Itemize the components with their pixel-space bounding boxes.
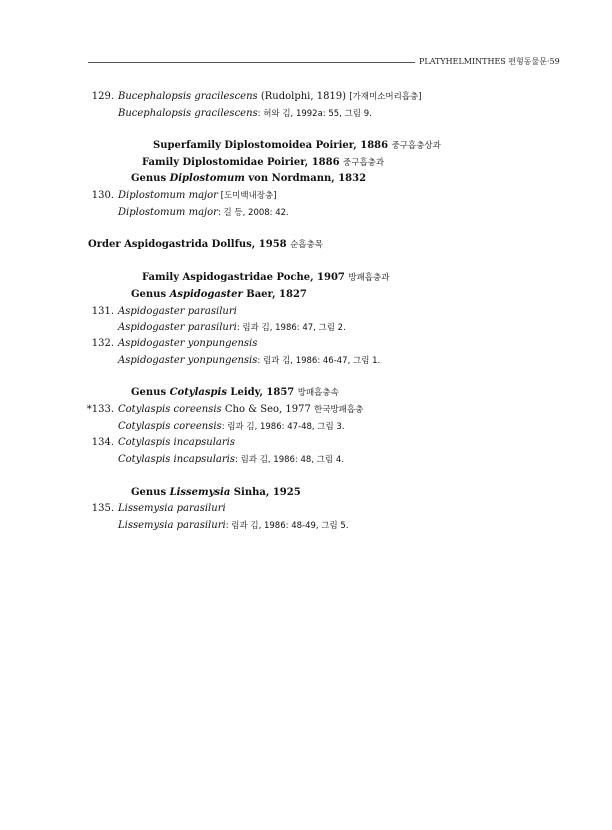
species-name: Aspidogaster parasiluri bbox=[118, 306, 237, 317]
genus-prefix: Genus bbox=[131, 173, 170, 184]
genus-author: Baer, 1827 bbox=[242, 289, 307, 300]
species-author: Cho & Seo, 1977 bbox=[221, 404, 315, 415]
entry-number: 131. bbox=[91, 306, 114, 317]
genus-name: Cotylaspis bbox=[169, 387, 227, 398]
synonym-ref-133 bbox=[118, 421, 345, 433]
synonym-ref-131 bbox=[118, 322, 346, 334]
family-name: Family Diplostomidae Poirier, 1886 bbox=[142, 157, 344, 168]
species-entry-130 bbox=[118, 190, 277, 202]
synonym-ref-130 bbox=[118, 207, 289, 219]
entry-number: 132. bbox=[91, 338, 114, 349]
synonym-name: Diplostomum major bbox=[118, 207, 218, 218]
family-heading bbox=[142, 272, 389, 284]
korean-name: 방패흡충과 bbox=[348, 273, 390, 283]
family-name: Family Aspidogastridae Poche, 1907 bbox=[142, 272, 349, 283]
entry-number: 130. bbox=[91, 190, 114, 201]
genus-prefix: Genus bbox=[131, 487, 170, 498]
korean-name: [가재미소머리흡충] bbox=[349, 92, 422, 102]
genus-author: Leidy, 1857 bbox=[226, 387, 298, 398]
genus-name: Diplostomum bbox=[169, 173, 245, 184]
species-name: Bucephalopsis gracilescens bbox=[118, 91, 258, 102]
order-heading bbox=[88, 239, 323, 251]
species-author: (Rudolphi, 1819) bbox=[257, 91, 350, 102]
korean-name: 방패흡충속 bbox=[297, 388, 339, 398]
superfamily-heading bbox=[153, 140, 441, 152]
genus-heading bbox=[131, 487, 301, 499]
superfamily-name: Superfamily Diplostomoidea Poirier, 1886 bbox=[153, 140, 392, 151]
korean-name: 중구흡충과 bbox=[343, 158, 385, 168]
genus-prefix: Genus bbox=[131, 289, 170, 300]
genus-prefix: Genus bbox=[131, 387, 170, 398]
korean-name: [도미백내장충] bbox=[217, 191, 277, 201]
species-name: Cotylaspis coreensis bbox=[118, 404, 222, 415]
synonym-ref-132 bbox=[118, 355, 380, 367]
family-heading bbox=[142, 157, 384, 169]
korean-name: 한국방패흡충 bbox=[314, 405, 364, 415]
genus-heading bbox=[131, 173, 366, 185]
reference: : 림과 김, 1986: 47, 그림 2. bbox=[236, 323, 346, 333]
order-name: Order Aspidogastrida Dollfus, 1958 bbox=[88, 239, 291, 250]
species-entry-129 bbox=[118, 91, 422, 103]
synonym-ref-129 bbox=[118, 108, 372, 120]
synonym-name: Aspidogaster yonpungensis bbox=[118, 355, 258, 366]
synonym-name: Lissemysia parasiluri bbox=[118, 520, 226, 531]
species-entry-135 bbox=[118, 503, 226, 515]
korean-name: 중구흡충상과 bbox=[391, 141, 441, 151]
reference: : 허와 김, 1992a: 55, 그림 9. bbox=[257, 109, 372, 119]
reference: : 림과 김, 1986: 48-49, 그림 5. bbox=[225, 521, 349, 531]
synonym-name: Aspidogaster parasiluri bbox=[118, 322, 237, 333]
species-entry-131 bbox=[118, 306, 237, 318]
header-rule bbox=[88, 62, 415, 63]
synonym-name: Cotylaspis incapsularis bbox=[118, 454, 235, 465]
genus-heading bbox=[131, 289, 307, 301]
species-entry-132 bbox=[118, 338, 257, 350]
genus-author: Sinha, 1925 bbox=[230, 487, 301, 498]
species-name: Cotylaspis incapsularis bbox=[118, 437, 235, 448]
korean-name: 순흡충목 bbox=[290, 240, 323, 250]
synonym-ref-134 bbox=[118, 454, 344, 466]
entry-number: 129. bbox=[91, 91, 114, 102]
reference: : 림과 김, 1986: 48, 그림 4. bbox=[235, 455, 344, 465]
species-name: Aspidogaster yonpungensis bbox=[118, 338, 258, 349]
synonym-name: Cotylaspis coreensis bbox=[118, 421, 222, 432]
species-name: Diplostomum major bbox=[118, 190, 218, 201]
genus-name: Aspidogaster bbox=[169, 289, 243, 300]
species-entry-133 bbox=[118, 404, 363, 416]
running-header: PLATYHELMINTHES 편형동물문·59 bbox=[419, 57, 560, 66]
genus-author: von Nordmann, 1832 bbox=[244, 173, 367, 184]
synonym-name: Bucephalopsis gracilescens bbox=[118, 108, 258, 119]
species-name: Lissemysia parasiluri bbox=[118, 503, 226, 514]
reference: : 림과 김, 1986: 46-47, 그림 1. bbox=[257, 356, 381, 366]
entry-number: 135. bbox=[91, 503, 114, 514]
genus-heading bbox=[131, 387, 339, 399]
reference: : 림과 김, 1986: 47-48, 그림 3. bbox=[221, 422, 345, 432]
species-entry-134 bbox=[118, 437, 235, 449]
reference: : 길 등, 2008: 42. bbox=[217, 208, 289, 218]
genus-name: Lissemysia bbox=[169, 487, 231, 498]
entry-number: *133. bbox=[86, 404, 114, 415]
synonym-ref-135 bbox=[118, 520, 349, 532]
entry-number: 134. bbox=[91, 437, 114, 448]
